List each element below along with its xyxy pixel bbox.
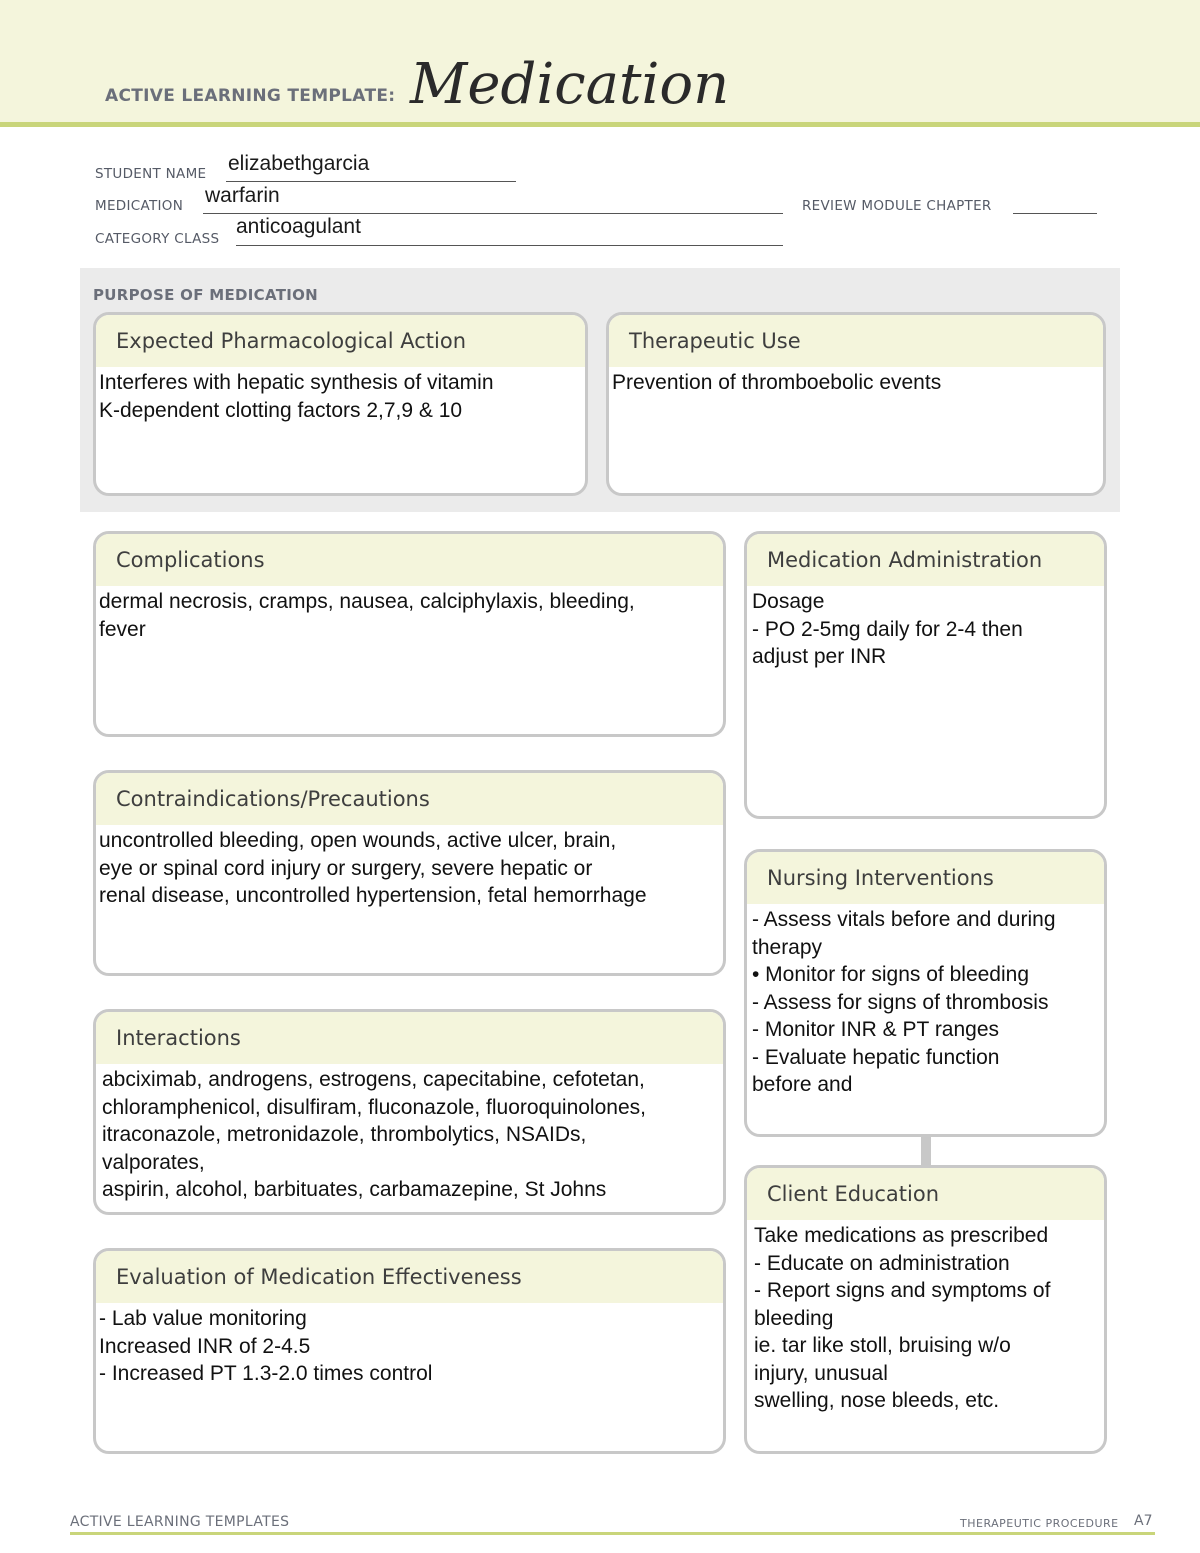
complications-box [93, 531, 726, 737]
footer-rule [70, 1532, 1155, 1535]
client-education-box [744, 1165, 1107, 1454]
interactions-text[interactable]: abciximab, androgens, estrogens, capecitabine, cefotetan, chloramphenicol, disulfiram, fluconazole, fluoroquinolones, itraconazole, metronidazole, thrombolytics, NSAIDs, valporates, aspirin, alcohol, barbituates, carbamazepine, St Johns [102, 1068, 646, 1201]
nursing-interventions-box [744, 849, 1107, 1137]
evaluation-box [93, 1248, 726, 1454]
contraindications-box [93, 770, 726, 976]
nursing-interventions-title: Nursing Interventions [747, 852, 1104, 904]
review-module-line [1013, 213, 1097, 214]
medication-line [203, 213, 783, 214]
client-education-title: Client Education [747, 1168, 1104, 1220]
student-name-line [226, 181, 516, 182]
administration-text[interactable]: Dosage - PO 2-5mg daily for 2-4 then adjust per INR [752, 590, 1023, 668]
expected-action-box [93, 312, 588, 496]
student-name-label: STUDENT NAME [95, 166, 207, 182]
footer-section-label: THERAPEUTIC PROCEDURE [960, 1517, 1119, 1530]
therapeutic-use-text[interactable]: Prevention of thromboebolic events [612, 371, 942, 394]
interactions-box [93, 1009, 726, 1215]
expected-action-text[interactable]: Interferes with hepatic synthesis of vitamin K-dependent clotting factors 2,7,9 & 10 [99, 371, 494, 422]
footer-template-label: ACTIVE LEARNING TEMPLATES [70, 1514, 290, 1530]
therapeutic-use-box [606, 312, 1106, 496]
interactions-title: Interactions [96, 1012, 723, 1064]
page-number: A7 [1134, 1513, 1153, 1529]
medication-field[interactable]: warfarin [205, 184, 280, 207]
nursing-interventions-text[interactable]: - Assess vitals before and during therapy • Monitor for signs of bleeding - Assess for signs of thrombosis - Monitor INR & PT ranges - Evaluate hepatic function before and [752, 908, 1056, 1096]
evaluation-text[interactable]: - Lab value monitoring Increased INR of 2-4.5 - Increased PT 1.3-2.0 times control [99, 1307, 433, 1385]
category-class-line [236, 245, 783, 246]
header-rule [0, 122, 1200, 127]
category-class-field[interactable]: anticoagulant [236, 215, 361, 238]
template-label: ACTIVE LEARNING TEMPLATE: [105, 86, 396, 106]
complications-title: Complications [96, 534, 723, 586]
section-connector [921, 1135, 931, 1167]
page-title: Medication [410, 52, 730, 117]
administration-box [744, 531, 1107, 819]
evaluation-title: Evaluation of Medication Effectiveness [96, 1251, 723, 1303]
client-education-text[interactable]: Take medications as prescribed - Educate on administration - Report signs and symptoms of bleeding ie. tar like stoll, bruising w/o injury, unusual swelling, nose bleeds, etc. [754, 1224, 1051, 1412]
category-class-label: CATEGORY CLASS [95, 231, 220, 247]
contraindications-text[interactable]: uncontrolled bleeding, open wounds, active ulcer, brain, eye or spinal cord injury or surgery, severe hepatic or renal disease, uncontrolled hypertension, fetal hemorrhage [99, 829, 647, 907]
contraindications-title: Contraindications/Precautions [96, 773, 723, 825]
therapeutic-use-title: Therapeutic Use [609, 315, 1103, 367]
expected-action-title: Expected Pharmacological Action [96, 315, 585, 367]
review-module-label: REVIEW MODULE CHAPTER [802, 198, 992, 214]
medication-label: MEDICATION [95, 198, 184, 214]
administration-title: Medication Administration [747, 534, 1104, 586]
complications-text[interactable]: dermal necrosis, cramps, nausea, calciphylaxis, bleeding, fever [99, 590, 635, 641]
student-name-field[interactable]: elizabethgarcia [228, 152, 370, 175]
purpose-label: PURPOSE OF MEDICATION [93, 286, 319, 304]
